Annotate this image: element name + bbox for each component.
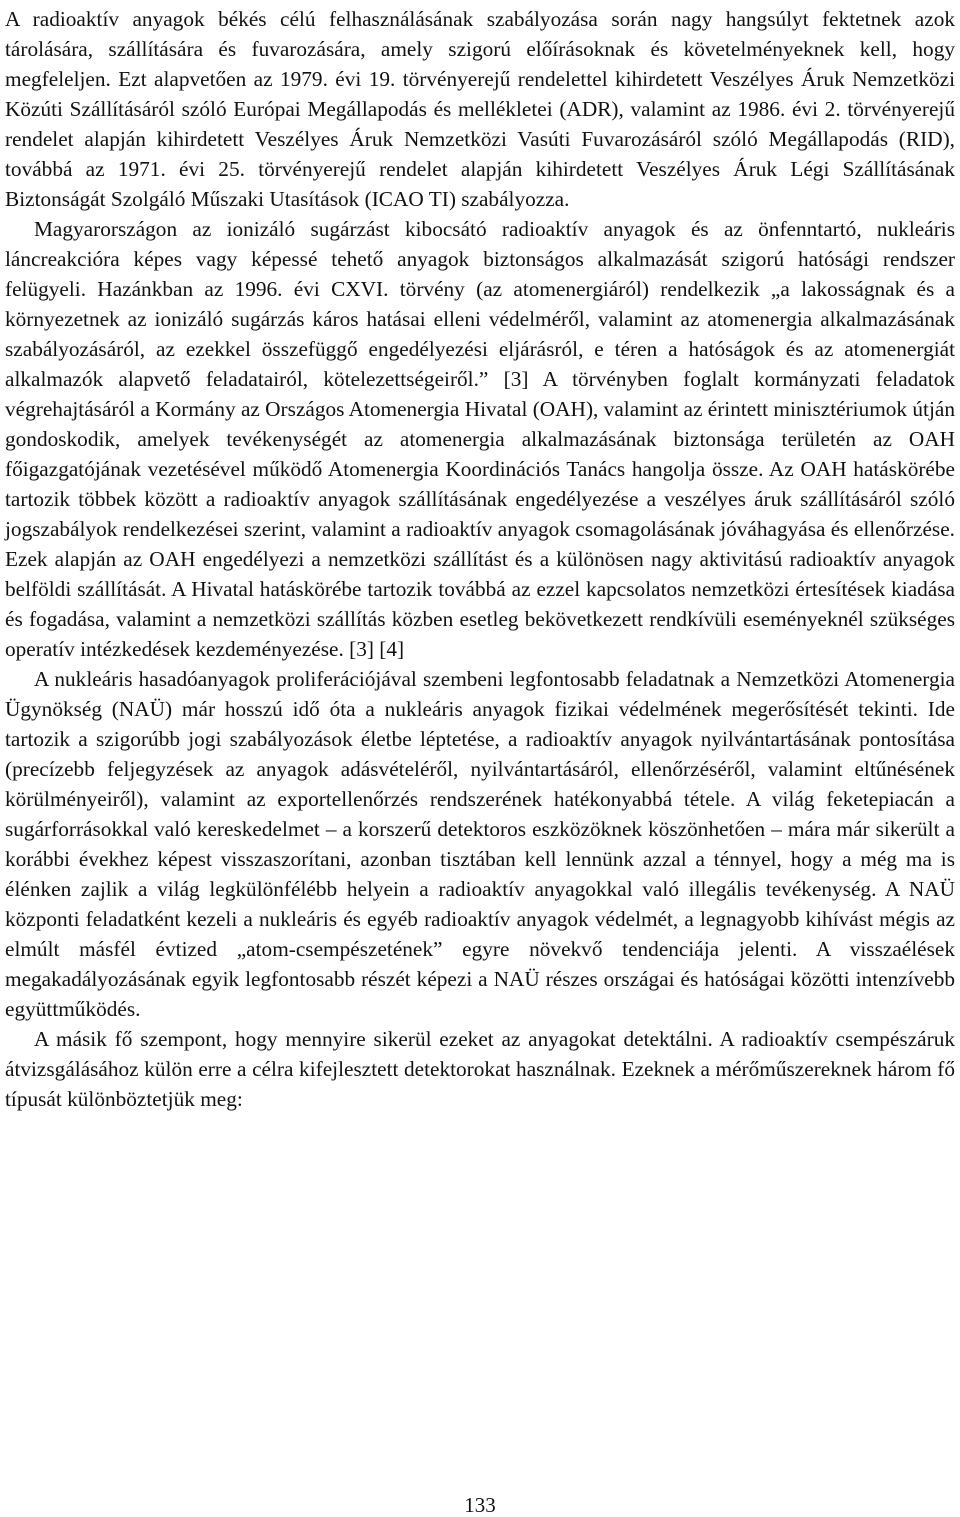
paragraph-atomic-energy-act: Magyarországon az ionizáló sugárzást kibocsátó radioaktív anyagok és az önfenntartó, nukleáris láncreakcióra képes vagy képessé tehető anyagok biztonságos alkalmazását szigorú hatósági rendszer felügyeli. Hazánkban az 1996. évi CXVI. törvény (az atomenergiáról) rendelkezik „a lakosságnak és a környezetnek az ionizáló sugárzás káros hatásai elleni védelméről, valamint az atomenergia alkalmazásának szabályozásáról, az ezekkel összefüggő engedélyezési eljárásról, e téren a hatóságok és az atomenergiát alkalmazók alapvető feladatairól, kötelezettségeiről.” [3] A törvényben foglalt kormányzati feladatok végrehajtásáról a Kormány az Országos Atomenergia Hivatal (OAH), valamint az érintett minisztériumok útján gondoskodik, amelyek tevékenységét az atomenergia alkalmazásának biztonsága területén az OAH főigazgatójának vezetésével működő Atomenergia Koordinációs Tanács hangolja össze. Az OAH hatáskörébe tartozik többek között a radioaktív anyagok szállításának engedélyezése a veszélyes áruk szállításáról szóló jogszabályok rendelkezései szerint, valamint a radioaktív anyagok csomagolásának jóváhagyása és ellenőrzése. Ezek alapján az OAH engedélyezi a nemzetközi szállítást és a különösen nagy aktivitású radioaktív anyagok belföldi szállítását. A Hivatal hatáskörébe tartozik továbbá az ezzel kapcsolatos nemzetközi értesítések kiadása és fogadása, valamint a nemzetközi szállítás közben esetleg bekövetkezett rendkívüli eseményeknél szükséges operatív intézkedések kezdeményezése. [3] [4] [5, 217, 955, 661]
document-body [5, 4, 955, 1114]
paragraph-iaea-proliferation: A nukleáris hasadóanyagok proliferációjával szembeni legfontosabb feladatnak a Nemzetközi Atomenergia Ügynökség (NAÜ) már hosszú idő óta a nukleáris anyagok fizikai védelmének megerősítését tekinti. Ide tartozik a szigorúbb jogi szabályozások életbe léptetése, a radioaktív anyagok nyilvántartásának pontosítása (precízebb feljegyzések az anyagok adásvételéről, nyilvántartásáról, ellenőrzéséről, valamint eltűnésének körülményeiről), valamint az exportellenőrzés rendszerének hatékonyabbá tétele. A világ feketepiacán a sugárforrásokkal való kereskedelmet – a korszerű detektoros eszközöknek köszönhetően – mára már sikerült a korábbi évekhez képest visszaszorítani, azonban tisztában kell lennünk azzal a ténnyel, hogy a még ma is élénken zajlik a világ legkülönfélébb helyein a radioaktív anyagokkal való illegális tevékenység. A NAÜ központi feladatként kezeli a nukleáris és egyéb radioaktív anyagok védelmét, a legnagyobb kihívást mégis az elmúlt másfél évtized „atom-csempészetének” egyre növekvő tendenciája jelenti. A visszaélések megakadályozásának egyik legfontosabb részét képezi a NAÜ részes országai és hatóságai közötti intenzívebb együttműködés. [5, 667, 955, 1021]
page-number: 133 [464, 1493, 496, 1517]
paragraph-transport-regulations: A radioaktív anyagok békés célú felhasználásának szabályozása során nagy hangsúlyt fektetnek azok tárolására, szállítására és fuvarozására, amely szigorú előírásoknak és követelményeknek kell, hogy megfeleljen. Ezt alapvetően az 1979. évi 19. törvényerejű rendelettel kihirdetett Veszélyes Áruk Nemzetközi Közúti Szállításáról szóló Európai Megállapodás és mellékletei (ADR), valamint az 1986. évi 2. törvényerejű rendelet alapján kihirdetett Veszélyes Áruk Nemzetközi Vasúti Fuvarozásáról szóló Megállapodás (RID), továbbá az 1971. évi 25. törvényerejű rendelet alapján kihirdetett Veszélyes Áruk Légi Szállításának Biztonságát Szolgáló Műszaki Utasítások (ICAO TI) szabályozza. [5, 7, 955, 211]
paragraph-detection: A másik fő szempont, hogy mennyire sikerül ezeket az anyagokat detektálni. A radioaktív csempészáruk átvizsgálásához külön erre a célra kifejlesztett detektorokat használnak. Ezeknek a mérőműszereknek három fő típusát különböztetjük meg: [5, 1027, 955, 1111]
